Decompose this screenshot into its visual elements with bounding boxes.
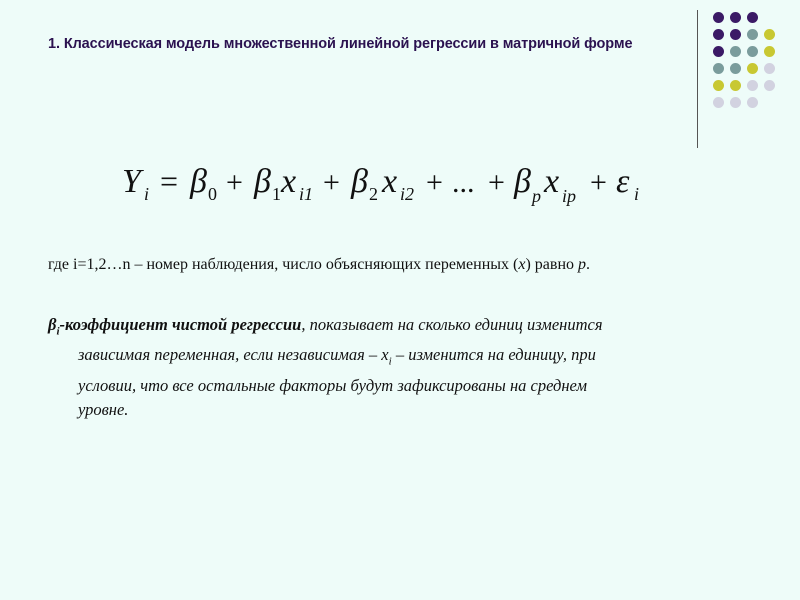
decorative-dot: [730, 63, 741, 74]
decorative-dot: [747, 29, 758, 40]
beta-line-3: условии, что все остальные факторы будут зафиксированы на среднем: [78, 375, 587, 395]
decorative-dot: [747, 63, 758, 74]
decorative-dot: [764, 63, 775, 74]
decorative-dot: [713, 63, 724, 74]
where-var-p: p: [578, 256, 586, 273]
decorative-dot: [730, 46, 741, 57]
formula-epsilon-sub: i: [634, 184, 640, 204]
beta-description: [48, 313, 768, 422]
formula-plus-5: +: [590, 166, 607, 199]
formula-eq: =: [160, 163, 179, 199]
beta-line2-b: – изменится на единицу, при: [391, 345, 596, 365]
decorative-dot-grid: [710, 10, 800, 130]
decorative-dot: [713, 97, 724, 108]
formula-plus-2: +: [323, 166, 340, 199]
formula-beta0-sub: 0: [208, 184, 217, 204]
regression-formula: [120, 158, 680, 212]
formula-x2-sub: i2: [400, 184, 415, 204]
where-part2: ) равно: [525, 256, 578, 273]
formula-plus-4: +: [488, 166, 505, 199]
formula-xp-sub: ip: [562, 186, 577, 206]
beta-line-4: уровне.: [78, 399, 129, 419]
decorative-dot: [747, 12, 758, 23]
formula-ellipsis: ...: [452, 166, 475, 199]
where-var-x: x: [518, 256, 526, 273]
decorative-dot: [713, 29, 724, 40]
formula-beta2: β: [351, 163, 368, 200]
where-line: [48, 256, 768, 274]
decorative-dot: [713, 80, 724, 91]
decorative-dot: [713, 46, 724, 57]
decorative-dot: [730, 80, 741, 91]
decorative-dot: [730, 29, 741, 40]
decorative-dot: [747, 46, 758, 57]
beta-lead-term: -коэффициент чистой регрессии: [59, 315, 302, 334]
formula-x1-sub: i1: [299, 184, 314, 204]
formula-beta0: β: [190, 163, 207, 200]
decorative-dot: [713, 12, 724, 23]
formula-beta1-sub: 1: [272, 184, 281, 204]
decorative-dot: [730, 12, 741, 23]
decorative-dot: [764, 46, 775, 57]
formula-xp: x: [544, 163, 560, 200]
decorative-dot: [764, 29, 775, 40]
formula-x2: x: [382, 163, 398, 200]
formula-betap: β: [514, 163, 531, 200]
decorative-divider: [697, 10, 698, 148]
formula-betap-sub: p: [532, 186, 541, 206]
beta-line2-sub: i: [388, 355, 392, 368]
slide-title: 1. Классическая модель множественной линейной регрессии в матричной форме: [48, 36, 633, 52]
decorative-dot: [747, 97, 758, 108]
formula-plus-3: +: [426, 166, 443, 199]
beta-line2-a: зависимая переменная, если независимая – x: [78, 345, 389, 365]
decorative-dot: [730, 97, 741, 108]
beta-symbol: β: [48, 315, 57, 334]
formula-plus-1: +: [226, 166, 243, 199]
formula-beta2-sub: 2: [369, 184, 378, 204]
formula-y: Y: [122, 163, 141, 200]
beta-line-2: [48, 343, 768, 373]
beta-line-1: [48, 315, 603, 338]
decorative-dot: [747, 80, 758, 91]
formula-svg: [120, 158, 680, 212]
beta-line1-rest: , показывает на сколько единиц изменится: [301, 315, 603, 334]
formula-x1: x: [281, 163, 297, 200]
where-part3: .: [586, 256, 590, 273]
decorative-dot: [764, 80, 775, 91]
formula-beta1: β: [254, 163, 271, 200]
where-part1: где i=1,2…n – номер наблюдения, число объясняющих переменных (: [48, 256, 519, 273]
beta-symbol-sub: i: [56, 325, 60, 338]
formula-y-sub: i: [144, 184, 150, 204]
formula-epsilon: ε: [616, 163, 630, 200]
